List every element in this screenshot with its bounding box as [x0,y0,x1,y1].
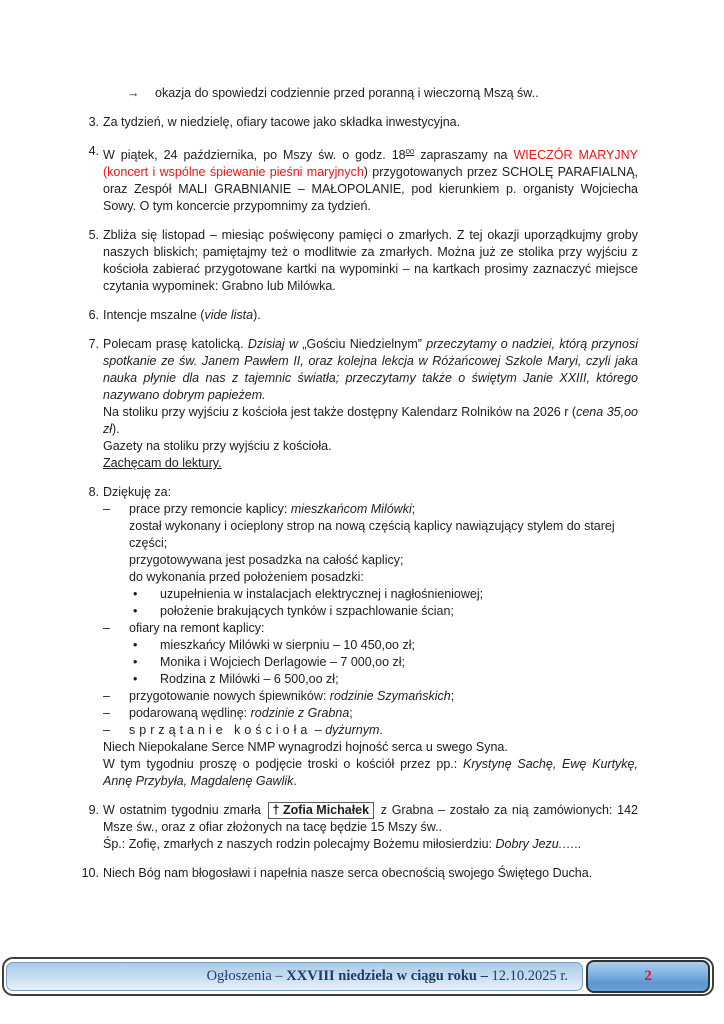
page-number: 2 [644,968,652,984]
announcement-item-9 [77,802,638,836]
item-number: 10. [81,866,99,881]
item-text: Śp.: Zofię, zmarłych z naszych rodzin polecajmy Bożemu miłosierdziu: Dobry Jezu.….. [103,837,582,852]
thanks-list-item [77,688,638,705]
footer-title [207,968,568,985]
dash-bullet: – [103,706,110,721]
footer-title-sunday: XXVIII niedziela w ciągu roku – [286,968,492,984]
footer-bar [2,957,714,996]
announcement-item-8 [77,484,638,501]
item-text: Niech Niepokalane Serce NMP wynagrodzi hojność serca u swego Syna. [103,740,508,755]
thanks-list-item [77,705,638,722]
item-text: okazja do spowiedzi codziennie przed poranną i wieczorną Mszą św.. [155,86,539,100]
item-number: 4. [88,144,99,158]
item-text: Na stoliku przy wyjściu z kościoła jest także dostępny Kalendarz Rolników na 2026 r (cena 35,oo zł). [103,405,638,437]
dot-bullet: • [133,604,138,619]
thanks-sublist-item [77,586,638,603]
item-continuation [77,756,638,790]
announcement-item-10 [77,865,638,882]
announcement-item-5 [77,227,638,295]
item-text: uzupełnienia w instalacjach elektrycznej i nagłośnieniowej; [160,587,484,602]
item-text: W piątek, 24 października, po Mszy św. o godz. $18^{00}$ zapraszamy na WIECZÓR MARYJNY (koncert i wspólne śpiewanie pieśni maryjnych) przygotowanych przez SCHOLĘ PARAFIALNĄ, oraz Zespół MALI GRABNIANIE – MAŁOPOLANIE, pod kierunkiem p. organisty Wojciecha Sowy. O tym koncercie przypomnimy za tydzień. [103,147,638,214]
item-text: ofiary na remont kaplicy: [129,621,265,636]
item-text: położenie brakujących tynków i szpachlowanie ścian; [160,604,454,619]
item-text: został wykonany i ocieplony strop na nową częścią kaplicy nawiązujący stylem do starej części; [129,519,615,551]
item-text: Intencje mszalne (vide lista). [103,308,261,323]
thanks-list-detail [77,569,638,586]
item-text: Rodzina z Milówki – 6 500,oo zł; [160,672,339,687]
item-continuation [77,739,638,756]
announcement-item-4 [77,143,638,215]
sub-note [77,85,638,102]
dash-bullet: – [103,689,110,704]
item-continuation [77,836,638,853]
item-text: Monika i Wojciech Derlagowie – 7 000,oo zł; [160,655,406,670]
footer-title-prefix: Ogłoszenia – [206,968,287,984]
item-text: Zachęcam do lektury. [103,456,222,471]
thanks-sublist-item [77,654,638,671]
item-text: Gazety na stoliku przy wyjściu z kościoła. [103,439,332,454]
thanks-list-item [77,620,638,637]
thanks-list-detail [77,518,638,552]
thanks-list-detail [77,552,638,569]
item-text: podarowaną wędlinę: rodzinie z Grabna; [129,706,353,721]
item-text: przygotowanie nowych śpiewników: rodzinie Szymańskich; [129,689,455,704]
page-number-box [586,960,710,993]
thanks-sublist-item [77,637,638,654]
announcement-item-3 [77,114,638,131]
dot-bullet: • [133,672,138,687]
item-text: do wykonania przed położeniem posadzki: [129,570,364,585]
item-text: sprzątanie kościoła – dyżurnym. [129,723,383,738]
dot-bullet: • [133,587,138,602]
thanks-list-item [77,501,638,518]
item-text: Polecam prasę katolicką. Dzisiaj w „Gościu Niedzielnym” przeczytamy o nadziei, którą przynosi spotkanie ze św. Janem Pawłem II, oraz kolejna lekcja w Różańcowej Szkole Maryi, czyli jaka nauka płynie dla nas z tajemnic światła; przeczytamy także o świętym Janie XXIII, którego nazywano dobrym papieżem. [103,337,638,403]
item-number: 8. [88,485,99,500]
dot-bullet: • [133,655,138,670]
thanks-list-item [77,722,638,739]
item-text: przygotowywana jest posadzka na całość kaplicy; [129,553,404,568]
announcement-item-7 [77,336,638,404]
footer-title-bar [6,962,583,991]
item-text: Dziękuję za: [103,485,172,500]
item-text: W ostatnim tygodniu zmarła † Zofia Michałek z Grabna – zostało za nią zamówionych: 142 Msze św., oraz z ofiar złożonych na tacę będzie 15 Mszy św.. [103,803,638,835]
footer-title-date: 12.10.2025 r. [491,968,568,984]
dot-bullet: • [133,638,138,653]
item-text: Niech Bóg nam błogosławi i napełnia nasze serca obecnością swojego Świętego Ducha. [103,866,593,881]
document-body [77,85,638,882]
thanks-sublist-item [77,603,638,620]
thanks-sublist-item [77,671,638,688]
announcement-item-6 [77,307,638,324]
item-text: Zbliża się listopad – miesiąc poświęcony pamięci o zmarłych. Z tej okazji uporządkujmy groby naszych bliskich; pamiętajmy też o modlitwie za zmarłych. Można już ze stolika przy wyjściu z kościoła zabierać przygotowane kartki na wypominki – na kartkach prosimy zaznaczyć miejsce czytania wypominek: Grabno lub Milówka. [103,228,638,294]
item-text: Za tydzień, w niedzielę, ofiary tacowe jako składka inwestycyjna. [103,115,461,129]
item-number: 9. [88,803,99,818]
item-text: mieszkańcy Milówki w sierpniu – 10 450,oo zł; [160,638,415,653]
dash-bullet: – [103,502,110,517]
item-continuation [77,404,638,438]
item-text: W tym tygodniu proszę o podjęcie troski o kościół przez pp.: Krystynę Sachę, Ewę Kurtykę, Annę Przybyła, Magdalenę Gawlik. [103,757,638,789]
arrow-icon: → [127,86,140,100]
item-continuation [77,438,638,455]
dash-bullet: – [103,723,110,738]
item-number: 5. [88,228,99,243]
item-continuation [77,455,638,472]
item-number: 3. [88,115,99,129]
item-text: prace przy remoncie kaplicy: mieszkańcom Milówki; [129,502,416,517]
item-number: 6. [88,308,99,323]
dash-bullet: – [103,621,110,636]
item-number: 7. [88,337,99,352]
